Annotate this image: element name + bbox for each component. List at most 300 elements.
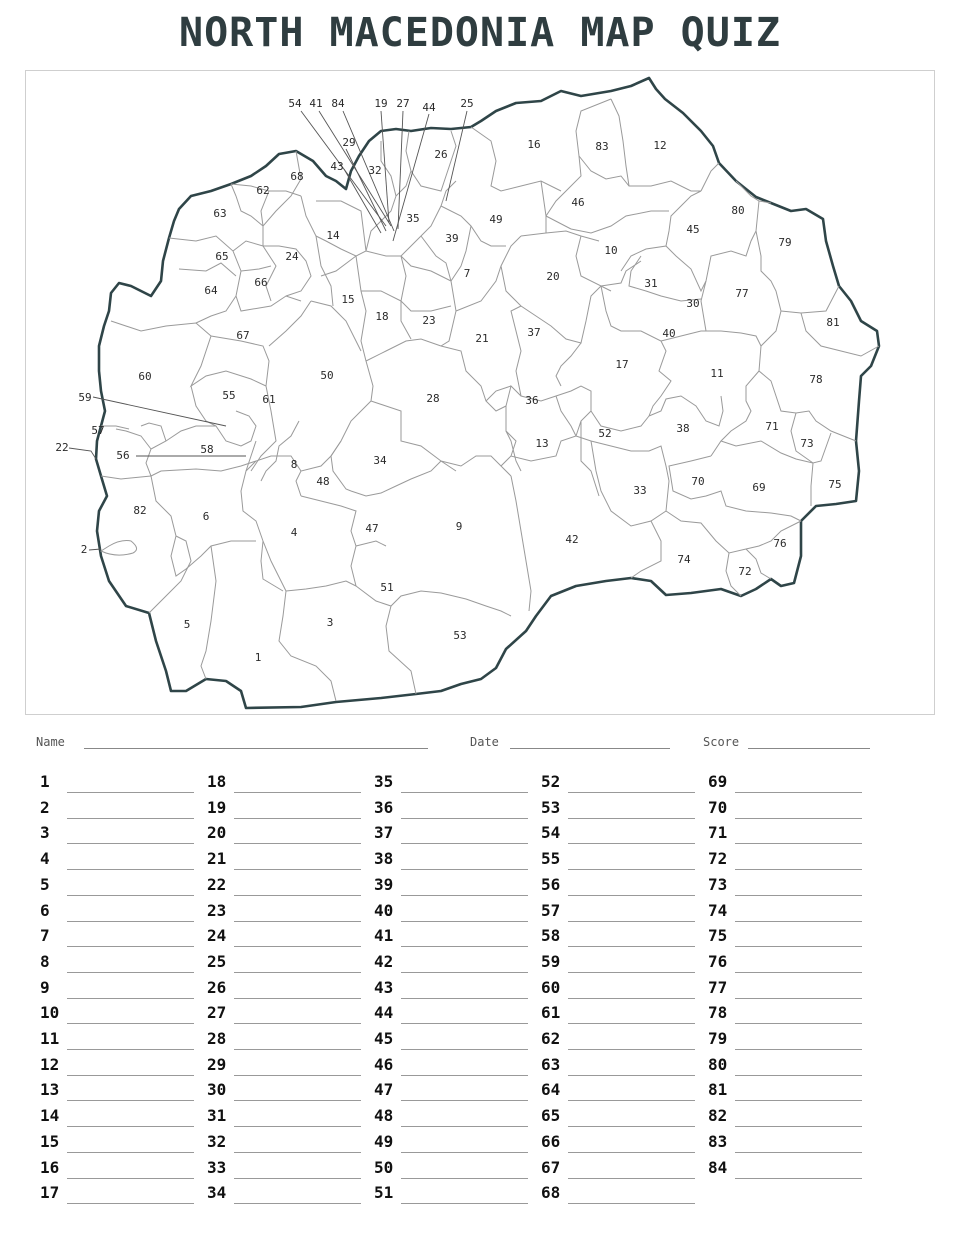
answer-field[interactable] [401,792,528,793]
answer-number: 27 [207,1003,227,1023]
region-label: 44 [422,101,436,114]
answer-number: 60 [541,977,561,997]
answer-number: 57 [541,900,561,920]
answer-number: 74 [708,900,728,920]
answer-field[interactable] [735,869,862,870]
region-label: 81 [826,316,840,329]
region-label: 27 [396,97,410,110]
region-label: 31 [644,277,658,290]
answer-field[interactable] [568,1075,695,1076]
region-label: 76 [773,537,787,550]
answer-field[interactable] [67,1100,194,1101]
region-label: 52 [598,427,612,440]
region-label: 50 [320,369,334,382]
answer-field[interactable] [568,1178,695,1179]
answer-row [708,796,868,821]
answer-field[interactable] [67,998,194,999]
region-label: 82 [133,504,147,517]
answer-field[interactable] [234,1178,361,1179]
answer-number: 24 [207,926,227,946]
answer-field[interactable] [735,895,862,896]
answer-row [374,796,534,821]
region-label: 39 [445,232,459,245]
answer-field[interactable] [234,921,361,922]
answer-row [374,1156,534,1181]
region-label: 64 [204,284,218,297]
answer-field[interactable] [234,1023,361,1024]
region-label: 2 [80,543,88,556]
region-label: 1 [254,651,262,664]
answer-row [708,1027,868,1052]
answer-field[interactable] [67,1152,194,1153]
answer-number: 15 [40,1131,60,1151]
answer-field[interactable] [67,946,194,947]
answer-number: 16 [40,1157,60,1177]
answer-number: 37 [374,823,394,843]
answer-row [207,1027,367,1052]
answer-row [40,770,200,795]
answer-number: 14 [40,1106,60,1126]
answer-field[interactable] [234,972,361,973]
answer-field[interactable] [735,921,862,922]
answer-number: 70 [708,797,728,817]
region-label: 23 [422,314,436,327]
answer-row [541,1078,701,1103]
answer-field[interactable] [735,1023,862,1024]
answer-row [374,1001,534,1026]
answer-number: 20 [207,823,227,843]
answer-row [541,1181,701,1206]
answer-number: 2 [40,797,50,817]
answer-field[interactable] [568,998,695,999]
answer-number: 5 [40,874,50,894]
answer-row [374,899,534,924]
answer-row [374,873,534,898]
region-label: 36 [525,394,539,407]
answer-number: 71 [708,823,728,843]
answer-row [374,1053,534,1078]
answer-number: 4 [40,849,50,869]
answer-number: 75 [708,926,728,946]
date-field[interactable] [510,748,670,749]
answer-row [708,873,868,898]
answer-field[interactable] [67,1126,194,1127]
region-label: 46 [571,196,585,209]
region-label: 37 [527,326,541,339]
answer-field[interactable] [735,843,862,844]
answer-field[interactable] [67,792,194,793]
answer-row [374,1078,534,1103]
answer-row [374,1027,534,1052]
region-label: 17 [615,358,629,371]
answer-number: 45 [374,1029,394,1048]
region-label: 29 [342,136,356,149]
region-label: 57 [91,424,105,437]
answer-number: 30 [207,1080,227,1100]
answer-number: 19 [207,797,227,817]
answer-row [708,821,868,846]
answer-number: 84 [708,1157,728,1177]
region-label: 55 [222,389,236,402]
answer-number: 42 [374,951,394,971]
region-label: 5 [183,618,191,631]
region-label: 83 [595,140,609,153]
answer-number: 47 [374,1080,394,1100]
region-label: 51 [380,581,394,594]
answer-row [708,847,868,872]
region-label: 30 [686,297,700,310]
region-label: 70 [691,475,705,488]
answer-field[interactable] [234,998,361,999]
region-label: 12 [653,139,667,152]
answer-field[interactable] [234,1049,361,1050]
region-label: 80 [731,204,745,217]
answer-field[interactable] [735,1178,862,1179]
answer-field[interactable] [234,869,361,870]
answer-field[interactable] [568,1126,695,1127]
region-label: 3 [326,616,334,629]
region-label: 56 [116,449,130,462]
answer-field[interactable] [234,1100,361,1101]
answer-row [708,924,868,949]
answer-field[interactable] [67,1075,194,1076]
answer-field[interactable] [735,818,862,819]
answer-row [207,873,367,898]
answer-field[interactable] [568,818,695,819]
answer-field[interactable] [401,972,528,973]
answer-field[interactable] [568,1049,695,1050]
answer-number: 49 [374,1131,394,1151]
region-label: 71 [765,420,779,433]
region-label: 40 [662,327,676,340]
answer-field[interactable] [67,1023,194,1024]
answer-field[interactable] [568,895,695,896]
answer-row [708,950,868,975]
answer-number: 8 [40,951,50,971]
answer-number: 43 [374,977,394,997]
region-label: 63 [213,207,227,220]
answer-row [541,873,701,898]
answer-number: 48 [374,1106,394,1126]
answer-row [541,1027,701,1052]
answer-number: 64 [541,1080,561,1100]
answer-number: 54 [541,823,561,843]
answer-row [541,1001,701,1026]
answer-field[interactable] [735,1126,862,1127]
answer-number: 55 [541,849,561,869]
region-label: 41 [309,97,323,110]
answer-field[interactable] [735,792,862,793]
answer-number: 36 [374,797,394,817]
answer-field[interactable] [401,895,528,896]
answer-number: 39 [374,874,394,894]
answer-row [541,976,701,1001]
answer-number: 53 [541,797,561,817]
answer-row [207,1181,367,1206]
answer-row [374,1104,534,1129]
answer-row [207,1001,367,1026]
answer-field[interactable] [568,972,695,973]
answer-row [40,1156,200,1181]
answer-row [40,847,200,872]
answer-row [40,821,200,846]
region-label: 72 [738,565,752,578]
answer-field[interactable] [401,998,528,999]
answer-row [708,1053,868,1078]
answer-field[interactable] [234,1203,361,1204]
region-label: 13 [535,437,549,450]
answer-field[interactable] [67,895,194,896]
region-label: 78 [809,373,823,386]
answer-field[interactable] [568,843,695,844]
answer-field[interactable] [401,1075,528,1076]
answer-row [541,821,701,846]
answer-number: 69 [708,772,728,791]
region-label: 18 [375,310,389,323]
answer-field[interactable] [401,1023,528,1024]
answer-field[interactable] [234,818,361,819]
answer-field[interactable] [401,1178,528,1179]
answer-number: 35 [374,772,394,791]
answer-number: 51 [374,1183,394,1203]
answer-field[interactable] [401,1203,528,1204]
answer-field[interactable] [401,1100,528,1101]
region-label: 47 [365,522,379,535]
answer-number: 79 [708,1029,728,1048]
region-label: 73 [800,437,814,450]
region-label: 35 [406,212,420,225]
answer-row [541,1130,701,1155]
answer-number: 33 [207,1157,227,1177]
leader-lines [69,111,467,550]
answer-row [40,899,200,924]
answer-field[interactable] [401,1049,528,1050]
answer-number: 7 [40,926,50,946]
score-field[interactable] [748,748,870,749]
answer-row [374,770,534,795]
answer-number: 62 [541,1029,561,1048]
answer-number: 61 [541,1003,561,1023]
answer-field[interactable] [568,1152,695,1153]
answer-row [708,1130,868,1155]
answer-field[interactable] [67,1203,194,1204]
answer-number: 40 [374,900,394,920]
answer-field[interactable] [568,1023,695,1024]
answer-row [40,1053,200,1078]
region-label: 32 [368,164,382,177]
region-label: 84 [331,97,345,110]
answer-row [40,1027,200,1052]
answer-row [207,976,367,1001]
region-label: 66 [254,276,268,289]
answer-row [374,950,534,975]
answer-row [207,1053,367,1078]
region-label: 6 [202,510,210,523]
region-label: 11 [710,367,724,380]
region-label: 9 [455,520,463,533]
map-frame [25,70,935,715]
answer-row [541,1104,701,1129]
region-label: 53 [453,629,467,642]
answer-row [40,1181,200,1206]
answer-field[interactable] [401,869,528,870]
region-label: 67 [236,329,250,342]
answer-number: 11 [40,1029,60,1048]
region-label: 65 [215,250,229,263]
region-label: 33 [633,484,647,497]
answer-row [374,924,534,949]
answer-field[interactable] [234,792,361,793]
region-label: 61 [262,393,276,406]
answer-number: 44 [374,1003,394,1023]
region-labels [55,97,841,664]
answer-row [541,950,701,975]
page-title: NORTH MACEDONIA MAP QUIZ [179,10,781,56]
region-label: 58 [200,443,214,456]
answer-field[interactable] [67,818,194,819]
answer-field[interactable] [568,1100,695,1101]
answer-number: 21 [207,849,227,869]
answer-number: 22 [207,874,227,894]
answer-field[interactable] [67,972,194,973]
region-label: 42 [565,533,579,546]
answer-field[interactable] [67,1178,194,1179]
answer-field[interactable] [234,946,361,947]
region-label: 26 [434,148,448,161]
answer-field[interactable] [67,921,194,922]
answer-field[interactable] [401,1152,528,1153]
score-label: Score [703,735,740,749]
answer-row [207,1078,367,1103]
answer-row [40,1078,200,1103]
macedonia-map [26,71,936,716]
answer-row [374,1130,534,1155]
answer-row [541,1053,701,1078]
answer-number: 25 [207,951,227,971]
answer-row [541,1156,701,1181]
region-label: 24 [285,250,299,263]
answer-number: 23 [207,900,227,920]
answer-field[interactable] [67,843,194,844]
answer-number: 59 [541,951,561,971]
answer-row [541,796,701,821]
answer-number: 28 [207,1029,227,1048]
region-label: 38 [676,422,690,435]
region-label: 16 [527,138,541,151]
region-label: 45 [686,223,700,236]
answer-number: 10 [40,1003,60,1023]
answer-field[interactable] [234,843,361,844]
region-label: 15 [341,293,355,306]
answer-row [708,899,868,924]
answer-row [40,1001,200,1026]
answer-number: 58 [541,926,561,946]
answer-number: 76 [708,951,728,971]
answer-number: 6 [40,900,50,920]
date-label: Date [470,735,499,749]
region-label: 4 [290,526,298,539]
answer-row [40,950,200,975]
region-label: 54 [288,97,302,110]
answer-field[interactable] [735,1075,862,1076]
answer-number: 73 [708,874,728,894]
answer-field[interactable] [67,869,194,870]
answer-row [374,821,534,846]
answer-field[interactable] [568,946,695,947]
name-field[interactable] [84,748,428,749]
answer-field[interactable] [568,1203,695,1204]
answer-row [541,924,701,949]
answer-field[interactable] [735,972,862,973]
answer-field[interactable] [401,818,528,819]
answer-number: 66 [541,1131,561,1151]
answer-field[interactable] [568,792,695,793]
name-label: Name [36,735,65,749]
region-label: 68 [290,170,304,183]
answer-number: 13 [40,1080,60,1100]
answer-field[interactable] [401,921,528,922]
answer-field[interactable] [568,921,695,922]
answer-field[interactable] [234,1152,361,1153]
answer-row [708,1078,868,1103]
answer-number: 41 [374,926,394,946]
answer-field[interactable] [735,946,862,947]
answer-row [207,899,367,924]
answer-number: 26 [207,977,227,997]
answer-row [207,950,367,975]
answer-field[interactable] [401,1126,528,1127]
answer-field[interactable] [568,869,695,870]
answer-number: 32 [207,1131,227,1151]
answer-row [708,770,868,795]
region-label: 25 [460,97,474,110]
answer-number: 38 [374,849,394,869]
answer-number: 77 [708,977,728,997]
answer-row [708,1156,868,1181]
answer-number: 46 [374,1054,394,1074]
answer-field[interactable] [735,1152,862,1153]
answer-field[interactable] [234,895,361,896]
answer-row [207,1130,367,1155]
region-label: 59 [78,391,92,404]
answer-row [40,924,200,949]
answer-field[interactable] [401,843,528,844]
region-label: 28 [426,392,440,405]
answer-number: 80 [708,1054,728,1074]
answer-number: 72 [708,849,728,869]
answer-field[interactable] [735,998,862,999]
answer-number: 17 [40,1183,60,1203]
answer-field[interactable] [735,1100,862,1101]
answer-number: 50 [374,1157,394,1177]
answer-field[interactable] [401,946,528,947]
answer-field[interactable] [234,1075,361,1076]
answer-field[interactable] [735,1049,862,1050]
answer-row [708,1001,868,1026]
answer-field[interactable] [234,1126,361,1127]
region-label: 10 [604,244,618,257]
answer-number: 31 [207,1106,227,1126]
answer-number: 68 [541,1183,561,1203]
answer-row [374,976,534,1001]
answer-number: 56 [541,874,561,894]
answer-row [207,847,367,872]
region-label: 21 [475,332,489,345]
region-label: 7 [463,267,471,280]
answer-field[interactable] [67,1049,194,1050]
answer-number: 81 [708,1080,728,1100]
region-label: 75 [828,478,842,491]
